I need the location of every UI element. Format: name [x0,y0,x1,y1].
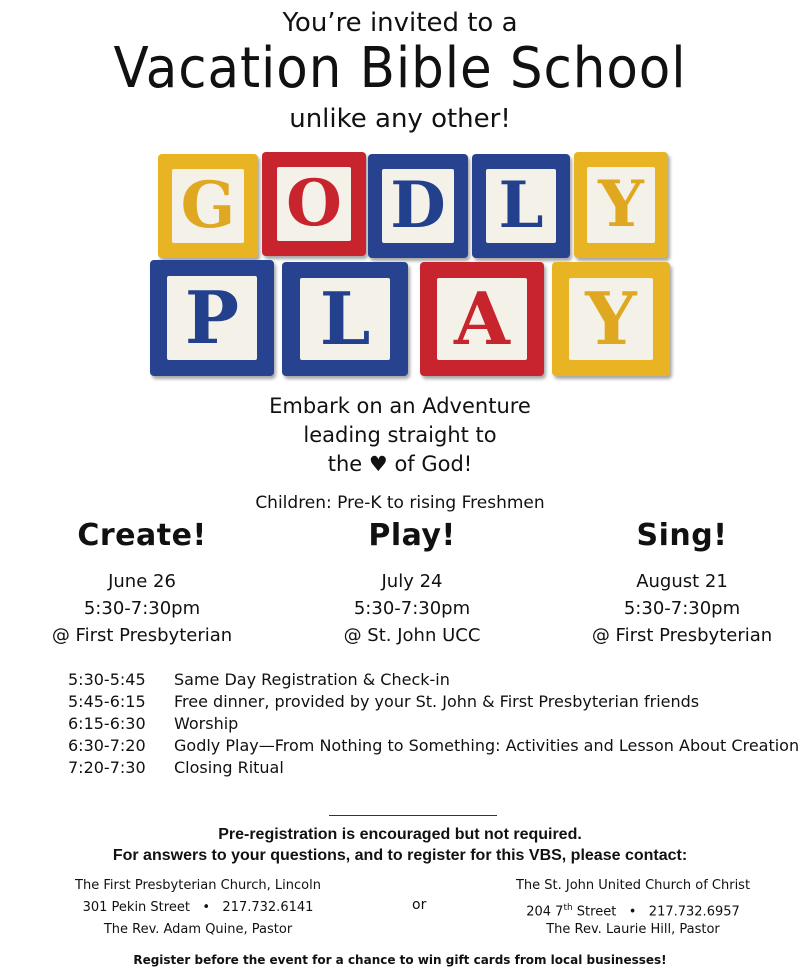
schedule-row [68,692,799,714]
church-address-line [493,897,773,919]
block-letter: G [180,168,236,243]
session-heading: Play! [368,518,456,553]
session-play [282,518,542,646]
schedule-time: 5:45-6:15 [68,692,146,711]
schedule-activity: Free dinner, provided by your St. John & First Presbyterian friends [174,692,700,711]
church-street: 204 7 [526,904,564,920]
church-address-line [58,897,338,919]
session-time: 5:30-7:30pm [353,598,471,619]
block-y [574,152,668,258]
contact-first-presbyterian [58,875,338,941]
block-letter: A [454,275,510,361]
session-date: August 21 [636,571,728,592]
block-letter: D [390,168,446,243]
session-heading: Create! [77,518,207,553]
session-place: @ St. John UCC [343,625,481,646]
church-street-suffix: th [563,903,573,913]
block-a [420,262,544,376]
divider [329,815,497,816]
church-pastor: The Rev. Adam Quine, Pastor [103,922,293,937]
church-name: The First Presbyterian Church, Lincoln [75,878,321,893]
church-phone: 217.732.6957 [648,904,740,920]
session-create [12,518,272,646]
block-letter: O [286,166,342,241]
block-letter: L [498,168,544,243]
contact-st-john [493,875,773,941]
block-d [368,154,468,258]
schedule-row [68,736,799,758]
session-time: 5:30-7:30pm [623,598,741,619]
tagline-line-1: Embark on an Adventure [269,394,531,418]
page-title: Vacation Bible School [113,36,687,101]
church-pastor: The Rev. Laurie Hill, Pastor [546,922,720,937]
tagline-line-2: leading straight to [303,423,497,447]
tagline-line-3 [0,452,800,476]
tagline-the: the [327,452,363,476]
schedule-row [68,670,799,692]
session-time: 5:30-7:30pm [83,598,201,619]
schedule-activity: Godly Play—From Nothing to Something: Activities and Lesson About Creation [174,736,800,755]
audience-line: Children: Pre-K to rising Freshmen [255,493,545,513]
session-heading: Sing! [636,518,728,553]
block-o [262,152,366,256]
church-phone: 217.732.6141 [222,900,314,915]
godly-play-blocks-image [150,150,670,380]
block-y2 [552,262,670,376]
contact-heading: For answers to your questions, and to register for this VBS, please contact: [112,847,688,864]
block-letter: L [319,275,371,361]
schedule-activity: Same Day Registration & Check-in [174,670,450,689]
schedule-time: 7:20-7:30 [68,758,146,777]
schedule-row [68,714,799,736]
schedule-time: 6:15-6:30 [68,714,146,733]
schedule-list [68,670,799,780]
block-l [472,154,570,258]
session-date: July 24 [381,571,443,592]
block-letter: Y [585,275,637,361]
tagline-of-god: of God! [394,452,473,476]
session-place: @ First Presbyterian [591,625,773,646]
block-letter: P [184,274,240,360]
block-letter: Y [598,167,644,242]
session-date: June 26 [108,571,176,592]
block-l2 [282,262,408,376]
bullet-icon: • [202,900,211,915]
schedule-time: 5:30-5:45 [68,670,146,689]
church-street-rest: Street [572,904,617,920]
session-place: @ First Presbyterian [51,625,233,646]
preregistration-note: Pre-registration is encouraged but not required. [218,826,582,843]
register-note: Register before the event for a chance to win gift cards from local businesses! [133,953,667,967]
block-g [158,154,258,258]
heart-icon: ♥ [368,452,388,476]
church-name: The St. John United Church of Christ [515,878,751,893]
subtitle: unlike any other! [289,104,511,134]
invite-line: You’re invited to a [282,8,518,38]
or-separator: or [412,897,427,913]
session-sing [552,518,800,646]
schedule-time: 6:30-7:20 [68,736,146,755]
church-street: 301 Pekin Street [82,900,190,915]
schedule-activity: Closing Ritual [174,758,284,777]
schedule-activity: Worship [174,714,239,733]
bullet-icon: • [628,904,637,920]
schedule-row [68,758,799,780]
block-p [150,260,274,376]
